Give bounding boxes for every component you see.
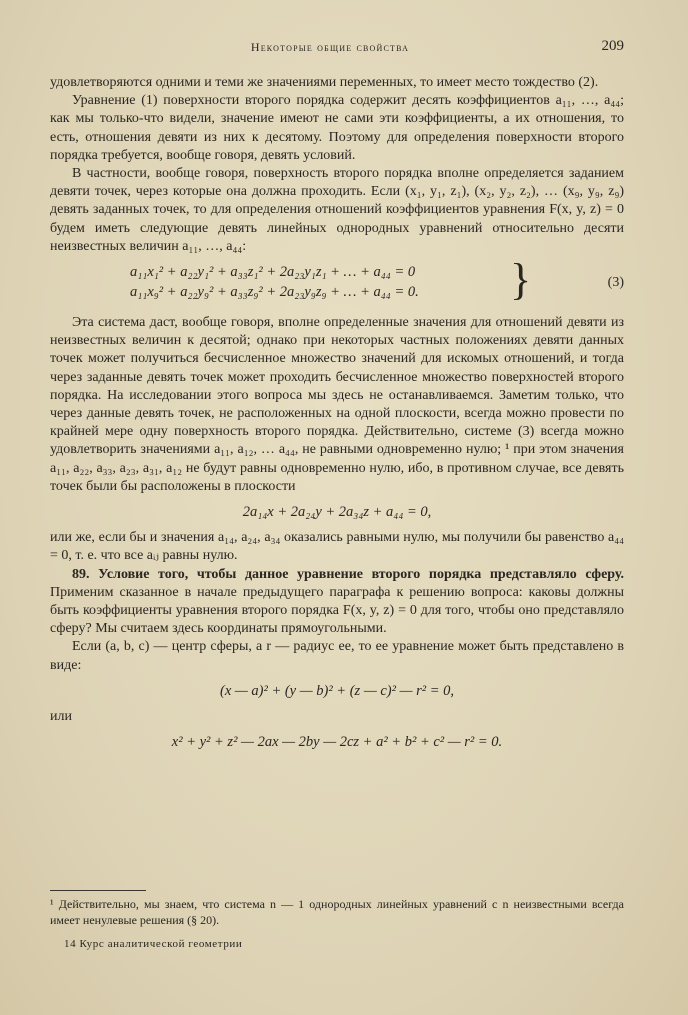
formula-sphere-1: (x — a)² + (y — b)² + (z — c)² — r² = 0,: [219, 682, 454, 699]
printer-signature: 14 Курс аналитической геометрии: [64, 938, 243, 950]
formula-plane: 2a₁₄x + 2a₂₄y + 2a₃₄z + a₄₄ = 0,: [242, 504, 432, 521]
brace-icon: }: [510, 255, 532, 305]
footnote-divider: [50, 890, 146, 891]
section-text: Применим сказанное в начале предыдущего параграфа к решению вопроса: каковы должны быть коэффициенты уравнения второго порядка F(x, y, z) = 0 для того, чтобы оно представляло сферу? Мы считаем здесь координаты прямоугольными.: [50, 584, 624, 637]
paragraph-sphere: Если (a, b, c) — центр сферы, а r — радиус ее, то ее уравнение может быть представлено в виде:: [50, 639, 624, 673]
equation-number: (3): [607, 275, 624, 291]
paragraph-zero-coefficients: или же, если бы и значения a₁₄, a₂₄, a₃₄ оказались равными нулю, мы получили бы равенство a₄₄ = 0, т. е. что все aᵢⱼ равны нулю.: [50, 530, 624, 564]
page-body: [50, 74, 624, 760]
paragraph-nine-points: В частности, вообще говоря, поверхность второго порядка вполне определяется заданием девяти точек, через которые она должна проходить. Если (x₁, y₁, z₁), (x₂, y₂, z₂), … (x₉, y₉, z₉) девять заданных точек, то для определения отношений коэффициентов уравнения F(x, y, z) = 0 будем иметь следующие девять линейных однородных уравнений относительно десяти неизвестных величин a₁₁, …, a₄₄:: [50, 166, 624, 254]
page-header: [0, 40, 688, 60]
section-title: 89. Условие того, чтобы данное уравнение второго порядка представляло сферу.: [72, 566, 624, 582]
word-or: или: [50, 709, 72, 725]
paragraph-continuation: удовлетворяются одними и теми же значениями переменных, то имеет место тождество (2).: [50, 75, 599, 90]
equation-row-last: a₁₁x₉² + a₂₂y₉² + a₃₃z₉² + 2a₂₃y₉z₉ + … + a₄₄ = 0.: [130, 284, 419, 301]
formula-sphere-2: x² + y² + z² — 2ax — 2by — 2cz + a² + b² + c² — r² = 0.: [171, 734, 503, 751]
equation-system: [50, 255, 624, 306]
section-89: [50, 566, 624, 639]
page-number: 209: [601, 38, 624, 54]
footnote: ¹ Действительно, мы знаем, что система n — 1 однородных линейных уравнений с n неизвестными всегда имеет ненулевые решения (§ 20).: [50, 897, 624, 927]
running-head: Некоторые общие свойства: [250, 40, 410, 54]
paragraph-system-analysis: Эта система даст, вообще говоря, вполне определенные значения для отношений девяти из неизвестных величин к десятой; однако при некоторых частных положениях девяти данных точек может получиться бесчисленное множество значений для искомых отношений, и тогда через заданные девять точек может проходить бесчисленное множество поверхностей второго порядка. На исследовании этого вопроса мы здесь не останавливаемся. Заметим только, что через данные девять точек, не расположенных на одной плоскости, всегда можно провести по крайней мере одну поверхность второго порядка. Действительно, системе (3) всегда можно удовлетворить значениями a₁₁, a₁₂, … a₄₄, не равными одновременно нулю; ¹ при этом значения a₁₁, a₂₂, a₃₃, a₂₃, a₃₁, a₁₂ не будут равны одновременно нулю, ибо, в противном случае, все девять точек были бы расположены в плоскости: [50, 315, 624, 494]
equation-row-first: a₁₁x₁² + a₂₂y₁² + a₃₃z₁² + 2a₂₃y₁z₁ + … + a₄₄ = 0: [130, 264, 416, 281]
equation-system-rows: [130, 262, 510, 302]
paragraph-coefficients: Уравнение (1) поверхности второго порядка содержит десять коэффициентов a₁₁, …, a₄₄; как мы только-что видели, значение имеют не сами эти коэффициенты, а их отношения, то есть, отношения девяти из них к десятому. Поэтому для определения поверхности второго порядка требуется, вообще говоря, девять условий.: [50, 93, 624, 163]
